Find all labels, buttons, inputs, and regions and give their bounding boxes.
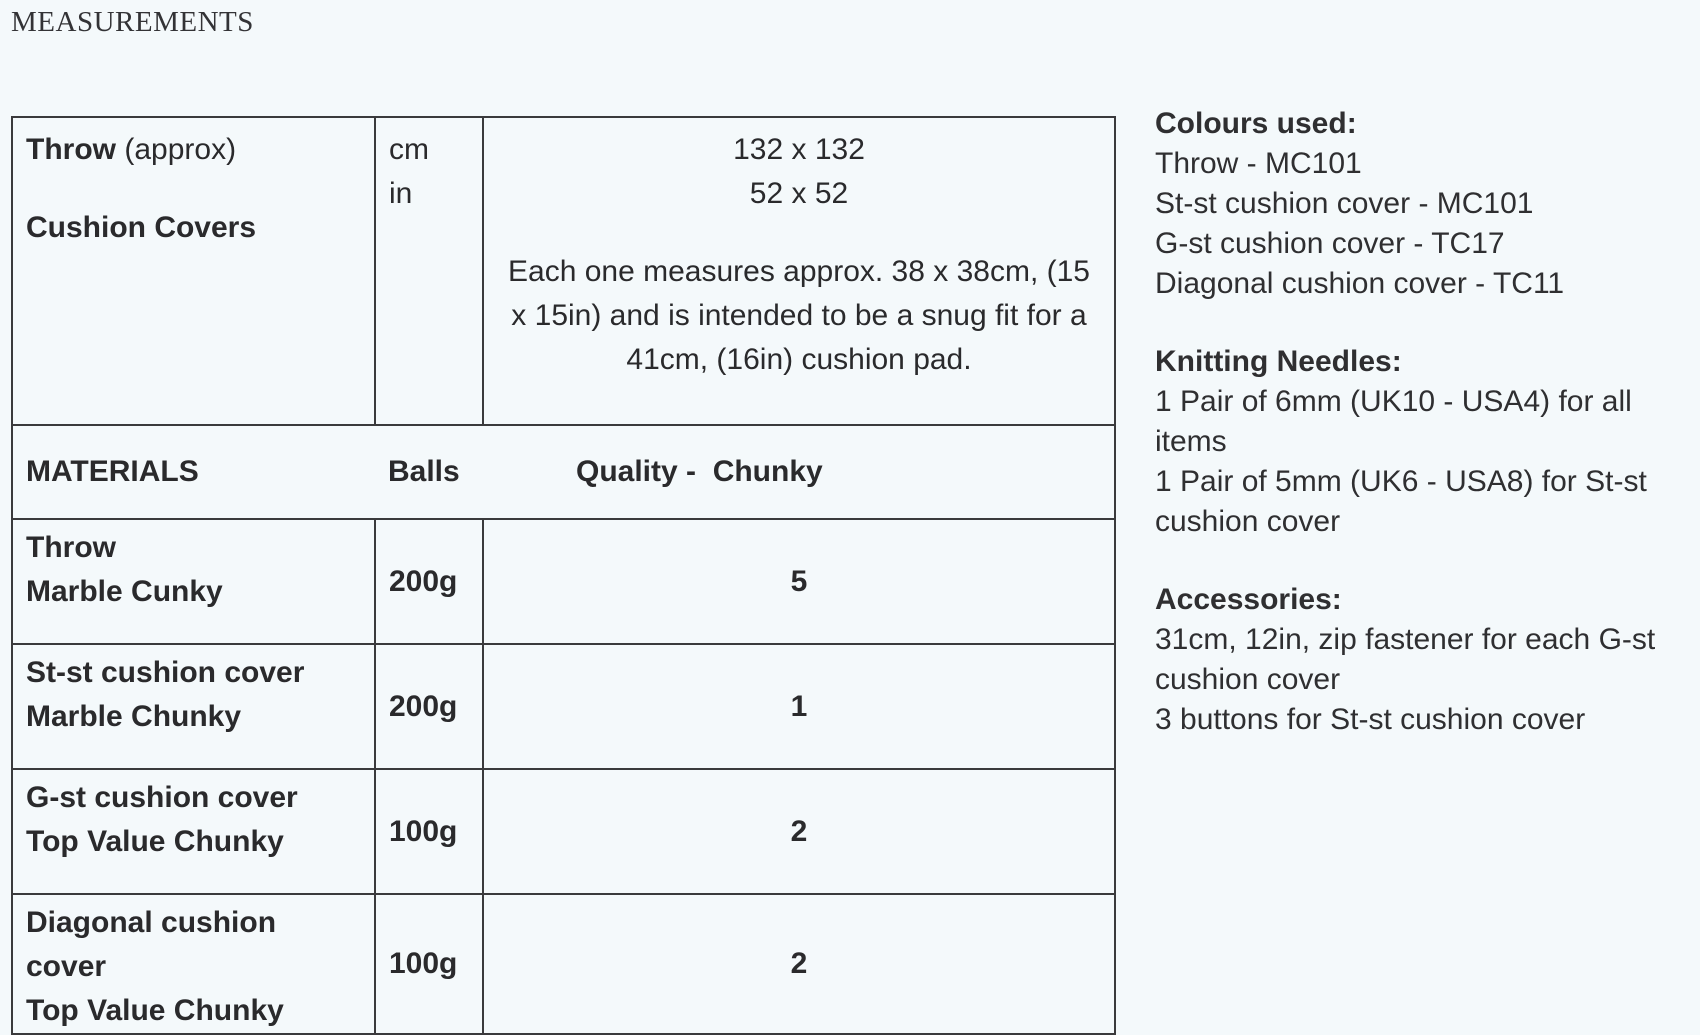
accessories-heading: Accessories: [1155,583,1342,616]
material-count: 5 [483,519,1115,644]
needles-heading: Knitting Needles: [1155,345,1402,378]
quality-value: Chunky [712,455,823,488]
material-yarn: Marble Cunky [26,575,223,608]
material-weight: 100g [375,894,483,1034]
unit-in: in [389,177,413,210]
material-weight: 200g [375,519,483,644]
measurements-table [11,116,1116,1035]
material-row [12,894,1115,1034]
material-yarn: Top Value Chunky [26,994,284,1027]
needles-line: 1 Pair of 6mm (UK10 - USA4) for all items [1155,385,1632,458]
needles-line: cushion cover [1155,505,1341,538]
needles-line: 1 Pair of 5mm (UK6 - USA8) for St-st [1155,465,1647,498]
material-item-cell [12,644,375,769]
material-weight: 200g [375,644,483,769]
accessories-section [1155,580,1695,740]
colour-line: G-st cushion cover - TC17 [1155,227,1505,260]
material-item: St-st cushion cover [26,656,305,689]
material-item: Diagonal cushion cover [26,906,277,983]
quality-label: Quality - [576,455,697,488]
material-row [12,519,1115,644]
material-item-cell [12,894,375,1034]
material-item-cell [12,769,375,894]
material-yarn: Marble Chunky [26,700,242,733]
measurement-values-cell [483,117,1115,425]
needles-section [1155,342,1695,542]
colours-heading: Colours used: [1155,107,1357,140]
units-cell [375,117,483,425]
material-weight: 100g [375,769,483,894]
material-count: 2 [483,894,1115,1034]
throw-size-in: 52 x 52 [749,177,849,210]
unit-cm: cm [389,133,429,166]
balls-header: Balls [375,425,483,519]
colours-section [1155,104,1695,304]
material-count: 2 [483,769,1115,894]
material-row [12,644,1115,769]
measurement-items-cell [12,117,375,425]
measurements-row [12,117,1115,425]
colour-line: St-st cushion cover - MC101 [1155,187,1534,220]
throw-label: Throw [26,133,116,166]
throw-size-cm: 132 x 132 [733,133,865,166]
material-count: 1 [483,644,1115,769]
accessories-line: cushion cover [1155,663,1341,696]
cushion-covers-label: Cushion Covers [26,211,257,244]
page-title: MEASUREMENTS [11,6,254,38]
material-item: Throw [26,531,116,564]
cushion-size-text: Each one measures approx. 38 x 38cm, (15 x 15in) and is intended to be a snug fit for a 41cm, (16in) cushion pad. [508,255,1090,376]
throw-note: (approx) [124,133,237,166]
accessories-line: 3 buttons for St-st cushion cover [1155,703,1586,736]
material-row [12,769,1115,894]
material-item-cell [12,519,375,644]
colour-line: Throw - MC101 [1155,147,1362,180]
side-notes [1155,104,1695,778]
material-item: G-st cushion cover [26,781,298,814]
quality-header [483,425,1115,519]
materials-header: MATERIALS [12,425,375,519]
material-yarn: Top Value Chunky [26,825,284,858]
materials-header-row [12,425,1115,519]
accessories-line: 31cm, 12in, zip fastener for each G-st [1155,623,1656,656]
colour-line: Diagonal cushion cover - TC11 [1155,267,1565,300]
